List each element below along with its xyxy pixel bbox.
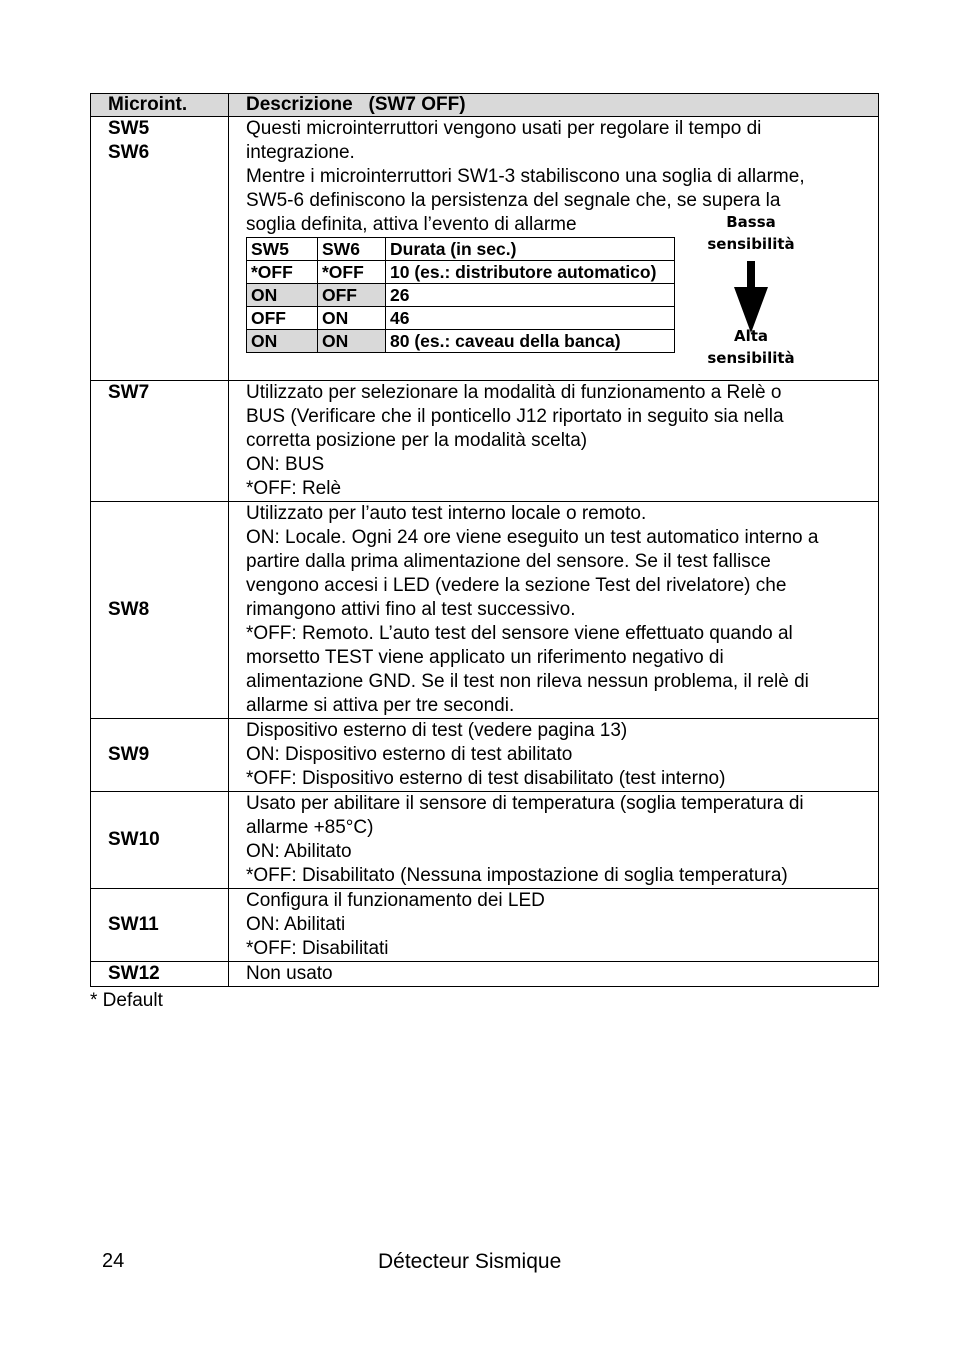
dip-switch-table: [90, 93, 879, 987]
sw5-sw6-description: [229, 117, 879, 381]
sw7-key: SW7: [91, 381, 229, 502]
desc-line: ON: Abilitati: [246, 914, 346, 935]
sens-line: sensibilità: [707, 349, 795, 367]
subtable-cell: *OFF: [318, 261, 386, 284]
sw6-label: SW6: [108, 142, 150, 163]
desc-line: Usato per abilitare il sensore di temperatura (soglia temperatura di: [246, 793, 804, 814]
subtable-cell: OFF: [318, 284, 386, 307]
desc-line: alimentazione GND. Se il test non rileva nessun problema, il relè di: [246, 671, 809, 692]
desc-line: vengono accesi i LED (vedere la sezione Test del rivelatore) che: [246, 575, 787, 596]
table-header-row: [91, 94, 879, 117]
subtable-cell: OFF: [247, 307, 318, 330]
document-title: Détecteur Sismique: [378, 1250, 562, 1273]
subtable-cell: 26: [386, 284, 675, 307]
desc-line: Mentre i microinterruttori SW1-3 stabiliscono una soglia di allarme,: [246, 166, 805, 187]
sw9-key: SW9: [91, 719, 229, 792]
subtable-cell: ON: [247, 284, 318, 307]
subtable-header-row: [247, 238, 675, 261]
subtable-cell: ON: [318, 330, 386, 353]
subtable-header-sw5: SW5: [247, 238, 318, 261]
row-sw10: [91, 792, 879, 889]
desc-line: ON: Locale. Ogni 24 ore viene eseguito un test automatico interno a: [246, 527, 819, 548]
high-sensitivity-label: [701, 325, 801, 369]
sw11-key: SW11: [91, 889, 229, 962]
subtable-cell: *OFF: [247, 261, 318, 284]
desc-line: Configura il funzionamento dei LED: [246, 890, 545, 911]
desc-line: morsetto TEST viene applicato un riferimento negativo di: [246, 647, 724, 668]
subtable-cell: 80 (es.: caveau della banca): [386, 330, 675, 353]
desc-line: *OFF: Remoto. L’auto test del sensore viene effettuato quando al: [246, 623, 793, 644]
desc-line: SW5-6 definiscono la persistenza del segnale che, se supera la: [246, 190, 781, 211]
sw5-label: SW5: [108, 118, 150, 139]
subtable-cell: ON: [247, 330, 318, 353]
row-sw12: [91, 962, 879, 987]
sw5-sw6-key: [91, 117, 229, 381]
desc-line: ON: Abilitato: [246, 841, 352, 862]
row-sw11: [91, 889, 879, 962]
duration-subtable: [246, 237, 675, 353]
desc-line: ON: BUS: [246, 454, 325, 475]
desc-line: partire dalla prima alimentazione del sensore. Se il test fallisce: [246, 551, 771, 572]
desc-line: soglia definita, attiva l’evento di allarme: [246, 214, 577, 235]
subtable-cell: ON: [318, 307, 386, 330]
subtable-cell: 46: [386, 307, 675, 330]
desc-line: allarme +85°C): [246, 817, 374, 838]
row-sw5-sw6: [91, 117, 879, 381]
low-sensitivity-label: [701, 211, 801, 255]
desc-line: Questi microinterruttori vengono usati per regolare il tempo di: [246, 118, 762, 139]
sw9-description: [229, 719, 879, 792]
sw8-description: [229, 502, 879, 719]
sw7-description: [229, 381, 879, 502]
desc-line: *OFF: Disabilitato (Nessuna impostazione di soglia temperatura): [246, 865, 788, 886]
row-sw9: [91, 719, 879, 792]
sens-line: Alta: [733, 327, 769, 345]
row-sw8: [91, 502, 879, 719]
subtable-row: [247, 330, 675, 353]
desc-line: corretta posizione per la modalità scelta): [246, 430, 588, 451]
down-arrow-icon: [734, 261, 768, 333]
sw10-description: [229, 792, 879, 889]
desc-line: *OFF: Relè: [246, 478, 342, 499]
sw11-description: [229, 889, 879, 962]
desc-line: ON: Dispositivo esterno di test abilitato: [246, 744, 573, 765]
sw12-description: Non usato: [229, 962, 879, 987]
sw8-key: SW8: [91, 502, 229, 719]
desc-line: Dispositivo esterno di test (vedere pagina 13): [246, 720, 628, 741]
row-sw7: [91, 381, 879, 502]
desc-line: *OFF: Dispositivo esterno di test disabilitato (test interno): [246, 768, 726, 789]
sens-line: Bassa: [726, 213, 776, 231]
subtable-row: [247, 307, 675, 330]
subtable-header-sw6: SW6: [318, 238, 386, 261]
sw10-key: SW10: [91, 792, 229, 889]
subtable-header-duration: Durata (in sec.): [386, 238, 675, 261]
desc-line: integrazione.: [246, 142, 355, 163]
desc-line: *OFF: Disabilitati: [246, 938, 389, 959]
sens-line: sensibilità: [707, 235, 795, 253]
default-footnote: * Default: [90, 990, 163, 1011]
header-description: Descrizione (SW7 OFF): [229, 94, 879, 117]
sw12-key: SW12: [91, 962, 229, 987]
desc-line: allarme si attiva per tre secondi.: [246, 695, 515, 716]
desc-line: BUS (Verificare che il ponticello J12 riportato in seguito sia nella: [246, 406, 784, 427]
desc-line: Utilizzato per selezionare la modalità di funzionamento a Relè o: [246, 382, 782, 403]
page-number: 24: [102, 1250, 125, 1272]
subtable-cell: 10 (es.: distributore automatico): [386, 261, 675, 284]
header-microint: Microint.: [91, 94, 229, 117]
desc-line: Utilizzato per l’auto test interno locale o remoto.: [246, 503, 647, 524]
desc-line: rimangono attivi fino al test successivo.: [246, 599, 576, 620]
subtable-row: [247, 284, 675, 307]
subtable-row: [247, 261, 675, 284]
